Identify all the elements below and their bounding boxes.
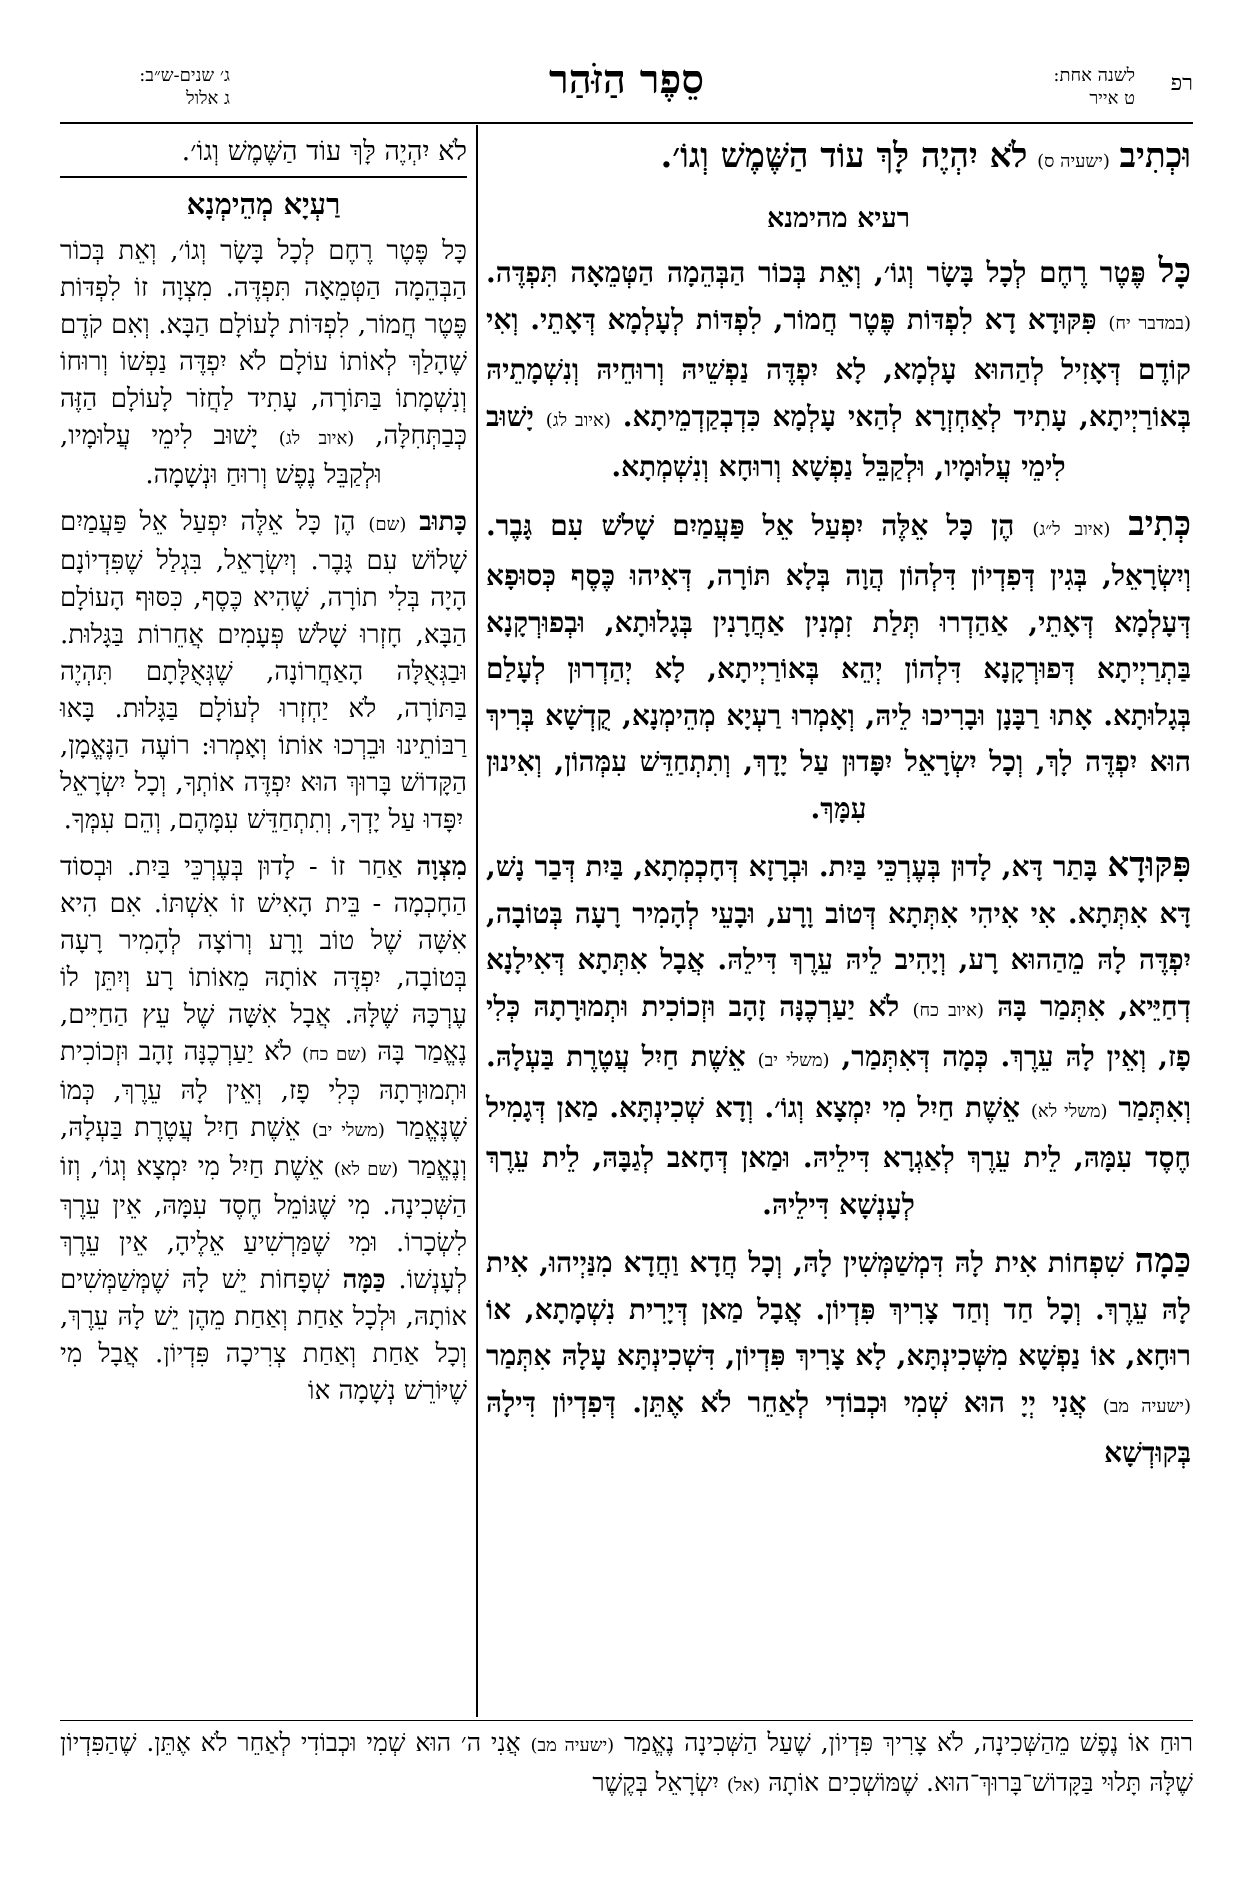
paragraph-opening-word: כַּמָּה bbox=[342, 1265, 386, 1295]
paragraph-text: כָּל פֶּטֶר רֶחֶם לְכָל בָּשָׂר וְגוֹ׳, וְאֵת בְּכוֹר הַבְּהֵמָה הַטְּמֵאָה תִּפְדֶּה. מִצְוָה זוֹ לִפְדּוֹת פֶּטֶר חֲמוֹר, לִפְדּוֹת לָעוֹלָם הַבָּא. וְאִם קֹדֶם שֶׁהָלַךְ לְאוֹתוֹ עוֹלָם לֹא יִפְדֶּה נַפְשׁוֹ וְרוּחוֹ וְנִשְׁמָתוֹ בַּתּוֹרָה, עָתִיד לַחֲזֹר לָעוֹלָם הַזֶּה כְּבַתְּחִלָּה, bbox=[60, 236, 468, 451]
paragraph-text: שִׁפְחוֹת אִית לָהּ דִּמְשַׁמְּשִׁין לָהּ, וְכָל חֲדָא וַחֲדָא מִנַּיְיהוּ, אִית לָהּ עֵרֶךְ. וְכָל חַד וְחַד צָרִיךְ פִּדְיוֹן. אֲבָל מַאן דְּיָרִית נִשְׁמָתָא, אוֹ רוּחָא, אוֹ נַפְשָׁא מִשְּׁכִינְתָּא, לָא צָרִיךְ פִּדְיוֹן, דִּשְׁכִינְתָּא עָלָהּ אִתְּמַר bbox=[486, 1246, 1192, 1372]
paragraph bbox=[486, 842, 1191, 1228]
page-number: רפ bbox=[1170, 71, 1193, 96]
footer-text: אֲנִי ה׳ הוּא שְׁמִי וּכְבוֹדִי לְאַחֵר לֹא אֶתֵּן. שֶׁהַפִּדְיוֹן שֶׁלָּהּ תָּלוּי בַּקָּדוֹשׁ־בָּרוּךְ־הוּא. שֶׁמּוֹשְׁכִים אוֹתָהּ bbox=[60, 1728, 1193, 1797]
schedule-date: ג אלול bbox=[186, 88, 230, 109]
paragraph-text: פֶּטֶר רֶחֶם לְכָל בָּשָׂר וְגוֹ׳, וְאֵת בְּכוֹר הַבְּהֵמָה הַטְּמֵאָה תִּפְדֶּה. bbox=[486, 256, 1146, 289]
opening-verse bbox=[486, 133, 1191, 186]
schedule-label: ג׳ שנים-ש״ב: bbox=[139, 65, 230, 86]
paragraph-text: לֹא יַעַרְכֶנָּה זָהָב וּזְכוֹכִית וּתְמוּרָתָהּ כְּלִי פָז, וְאֵין לָהּ עֵרֶךְ, כְּמוֹ שֶׁנֶּאֱמַר bbox=[60, 1037, 468, 1143]
paragraph-text: יָשׁוּב לִימֵי עֲלוּמָיו, וּלְקַבֵּל נֶפֶשׁ וְרוּחַ וּנְשָׁמָה. bbox=[60, 421, 382, 490]
paragraph-text: אַחַר זוֹ - לָדוּן בְּעֶרְכֵּי בַּיִת. וּבְסוֹד הַחָכְמָה - בֵּית הָאִישׁ זוֹ אִשְׁתּוֹ. אִם הִיא אִשָּׁה שֶׁל טוֹב וָרָע וְרוֹצָה לְהָמִיר רָעָה בְּטוֹבָה, יִפְדֶּה אוֹתָהּ מֵאוֹתוֹ רָע וְיִתֵּן לוֹ עֶרְכָּהּ שֶׁלָּהּ. אֲבָל אִשָּׁה שֶׁל עֵץ הַחַיִּים, נֶאֱמַר בָּהּ bbox=[60, 852, 467, 1067]
paragraph-text: אֵשֶׁת חַיִל מִי יִמְצָא וְגוֹ׳. וְדָא שְׁכִינְתָּא. מַאן דְּגָמִיל חֶסֶד עִמָּהּ, לֵית עֵרֶךְ לְאַגְרָא דִּילֵיהּ. וּמַאן דְּחָאב לְגַבָּהּ, לֵית עֵרֶךְ לְעָנְשָׁא דִּילֵיהּ. bbox=[486, 1090, 1191, 1221]
paragraph bbox=[60, 849, 467, 1410]
source-ref: (אל) bbox=[726, 1775, 761, 1796]
section-title: רעיא מהימנא bbox=[766, 202, 911, 234]
page-header bbox=[60, 58, 1193, 118]
paragraph bbox=[486, 1238, 1191, 1477]
paragraph-text: אֵשֶׁת חַיִל עֲטֶרֶת בַּעְלָהּ. וְאִתְּמַר bbox=[486, 1040, 1192, 1124]
source-ref: (ישעיה מב) bbox=[530, 1735, 615, 1756]
footer-text: יִשְׂרָאֵל בְּקֶשֶׁר bbox=[592, 1768, 719, 1797]
source-ref: (שם לא) bbox=[333, 1159, 399, 1180]
verse-text: לֹא יִהְיֶה לָּךְ עוֹד הַשֶּׁמֶשׁ וְגוֹ׳. bbox=[660, 136, 1028, 176]
schedule-label: לשנה אחת: bbox=[1053, 65, 1135, 86]
source-ref: (איוב לג) bbox=[545, 409, 611, 431]
footer-continuation bbox=[60, 1724, 1193, 1804]
book-title: סֵפֶר הַזֹּהַר bbox=[549, 56, 704, 103]
source-ref: (משלי לא) bbox=[1030, 1100, 1108, 1122]
paragraph-opening-word: מִצְוָה bbox=[416, 852, 467, 882]
source-ref: (ישעיה מב) bbox=[1102, 1395, 1191, 1417]
source-ref: (איוב כח) bbox=[912, 999, 984, 1021]
source-ref: (שם) bbox=[368, 514, 407, 535]
paragraph-text: פִּקּוּדָא דָא לִפְדּוֹת פֶּטֶר חֲמוֹר, לִפְדּוֹת לְעָלְמָא דְּאָתֵי. וְאִי קוֹדֶם דְּאָזִיל לְהַהוּא עָלְמָא, לָא יִפְדֶּה נַפְשֵׁיהּ וְרוּחֵיהּ וְנִשְׁמָתֵיהּ בְּאוֹרַיְיתָא, עָתִיד לְאַחְזְרָא לְהַאי עָלְמָא כִּדְבְקַדְמֵיתָא. bbox=[486, 302, 1192, 433]
paragraph-text: בָּתַר דָּא, לָדוּן בְּעֶרְכֵּי בַּיִת. וּבְרָזָא דְּחָכְמְתָא, בַּיִת דְּבַר נָשׁ, דָּא אִתְּתָא. אִי אִיהִי אִתְּתָא דְּטוֹב וָרָע, וּבָעֵי לְהָמִיר רָעָה בְּטוֹבָה, יִפְדֶּה לָהּ מֵהַהוּא רָע, וְיָהִיב לֵיהּ עֵרֶךְ דִּילֵהּ. אֲבָל אִתְּתָא דְּאִילָנָא דְחַיֵּיא, אִתְּמַר בָּהּ bbox=[486, 850, 1192, 1023]
column-divider bbox=[476, 125, 478, 1717]
paragraph-text: אֵשֶׁת חַיִל עֲטֶרֶת בַּעְלָהּ, וְנֶאֱמַר bbox=[60, 1113, 468, 1182]
section-title: רַעְיָא מְהֵימְנָא bbox=[186, 187, 341, 221]
source-ref: (שם כח) bbox=[302, 1044, 368, 1065]
paragraph-opening-word: כָּתוּב bbox=[419, 507, 468, 537]
side-column-translation bbox=[60, 133, 467, 1420]
source-ref: (איוב לג) bbox=[278, 428, 355, 449]
side-verse-header: לֹא יִהְיֶה לָּךְ עוֹד הַשֶּׁמֶשׁ וְגוֹ׳. bbox=[60, 133, 467, 178]
header-divider bbox=[60, 122, 1193, 124]
source-ref: (משלי יב) bbox=[757, 1050, 830, 1071]
paragraph-text: יָשׁוּב לִימֵי עֲלוּמָיו, וּלְקַבֵּל נַפְשָׁא וְרוּחָא וְנִשְׁמְתָא. bbox=[486, 399, 1066, 483]
paragraph-text: שְׁפָחוֹת יֵשׁ לָהּ שֶׁמְּשַׁמְּשִׁים אוֹתָהּ, וּלְכָל אַחַת וְאַחַת מֵהֶן יֵשׁ לָהּ עֵרֶךְ, וְכָל אַחַת וְאַחַת צְרִיכָה פִּדְיוֹן. אֲבָל מִי שֶׁיּוֹרֵשׁ נְשָׁמָה אוֹ bbox=[60, 1265, 467, 1406]
paragraph-text: הֶן כָּל אֵלֶּה יִפְעַל אֵל פַּעֲמַיִם שָׁלֹשׁ עִם גָּבֶר. וְיִשְׂרָאֵל, בְּגִין דְּפִדְיוֹן דִּלְהוֹן הֲוָה בְּלָא תּוֹרָה, דְּאִיהוּ כֶּסֶף כְּסוּפָא דְּעָלְמָא דְּאָתֵי, אַהַדְרוּ תְּלַת זִמְנִין אַחֲרָנִין בְּגָלוּתָא, וּבְפוּרְקָנָא בַּתְרַיְיתָא דְּפוּרְקָנָא דִּלְהוֹן יְהֵא בְּאוֹרַיְיתָא, לָא יְהַדְרוּן לְעָלַם בְּגָלוּתָא. אָתוּ רַבָּנָן וּבָרִיכוּ לֵיהּ, וְאָמְרוּ רַעְיָא מְהֵימְנָא, קֻדְשָׁא בְּרִיךְ הוּא יִפְדֶּה לָךְ, וְכָל יִשְׂרָאֵל יִפָּדוּן עַל יָדָךְ, וְתִתְחַדֵּשׁ עִמְּהוֹן, וְאִינוּן עִמָּךְ. bbox=[486, 508, 1191, 825]
study-schedule-three-years bbox=[60, 64, 230, 110]
footer-divider bbox=[60, 1720, 1193, 1721]
paragraph-text: הֶן כָּל אֵלֶּה יִפְעַל אֵל פַּעֲמַיִם שָׁלוֹשׁ עִם גָּבֶר. וְיִשְׂרָאֵל, בִּגְלַל שֶׁפִּדְיוֹנָם הָיָה בְּלִי תוֹרָה, שֶׁהִיא כֶּסֶף, כִּסּוּף הָעוֹלָם הַבָּא, חָזְרוּ שָׁלֹשׁ פְּעָמִים אֲחֵרוֹת בַּגָּלוּת. וּבַגְּאֻלָּה הָאַחֲרוֹנָה, שֶׁגְּאֻלָּתָם תִּהְיֶה בַּתּוֹרָה, לֹא יַחְזְרוּ לְעוֹלָם בַּגָּלוּת. בָּאוּ רַבּוֹתֵינוּ וּבֵרְכוּ אוֹתוֹ וְאָמְרוּ: רוֹעֶה הַנֶּאֱמָן, הַקָּדוֹשׁ בָּרוּךְ הוּא יִפְדֶּה אוֹתְךָ, וְכָל יִשְׂרָאֵל יִפָּדוּ עַל יָדְךָ, וְתִתְחַדֵּשׁ עִמָּהֶם, וְהֵם עִמְּךָ. bbox=[60, 507, 467, 835]
footer-text: רוּחַ אוֹ נֶפֶשׁ מֵהַשְּׁכִינָה, לֹא צָרִיךְ פִּדְיוֹן, שֶׁעַל הַשְּׁכִינָה נֶאֱמַר bbox=[624, 1728, 1193, 1757]
paragraph-opening-word: כַּמָה bbox=[1134, 1241, 1191, 1281]
opening-word: וּכְתִיב bbox=[1119, 136, 1191, 176]
source-ref: (משלי יב) bbox=[311, 1120, 385, 1141]
paragraph-text: לֹא יַעַרְכֶנָּה זָהָב וּזְכוֹכִית וּתְמוּרָתָהּ כְּלִי פָז, וְאֵין לָהּ עֵרֶךְ. כְּמָה דְּאִתְּמַר, bbox=[486, 989, 1192, 1073]
paragraph-opening-word: פִּקּוּדָא bbox=[1107, 845, 1191, 885]
schedule-date: ט אייר bbox=[1089, 88, 1135, 109]
paragraph bbox=[486, 501, 1191, 833]
paragraph-opening-word: כְּתִיב bbox=[1128, 503, 1192, 544]
source-ref: (ישעיה ס) bbox=[1037, 151, 1110, 172]
main-column-aramaic bbox=[486, 133, 1191, 1487]
source-ref: (במדבר יח) bbox=[1108, 312, 1191, 334]
source-ref: (איוב ל״ג) bbox=[1032, 518, 1111, 540]
paragraph bbox=[486, 248, 1191, 491]
paragraph bbox=[60, 504, 467, 839]
paragraph-opening-word: כָּל bbox=[1158, 251, 1192, 291]
paragraph bbox=[60, 233, 467, 494]
paragraph-text: אֲנִי יְיָ הוּא שְׁמִי וּכְבוֹדִי לְאַחֵר לֹא אֶתֵּן. דְּפִדְיוֹן דִּילָהּ בְּקוּדְשָׁא bbox=[486, 1385, 1191, 1469]
paragraph-text: אֵשֶׁת חַיִל מִי יִמְצָא וְגוֹ׳, וְזוֹ הַשְּׁכִינָה. מִי שֶׁגּוֹמֵל חֶסֶד עִמָּהּ, אֵין עֵרֶךְ לִשְׂכָרוֹ. וּמִי שֶׁמַּרְשִׁיעַ אֵלֶיהָ, אֵין עֵרֶךְ לְעָנְשׁוֹ. bbox=[60, 1152, 467, 1295]
